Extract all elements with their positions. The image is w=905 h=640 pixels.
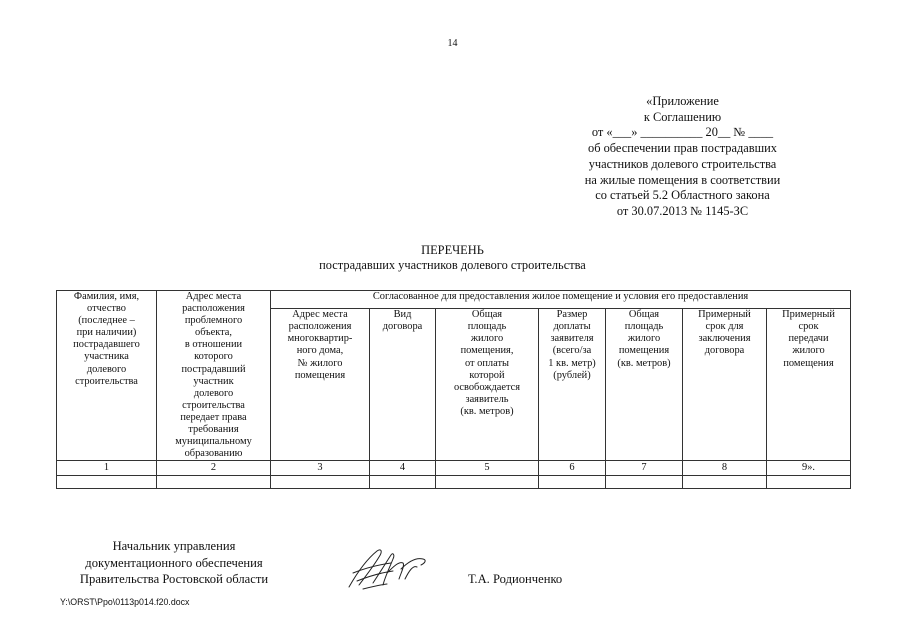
- table-cell: [606, 476, 683, 489]
- column-number: 1: [57, 461, 157, 476]
- appendix-line: «Приложение: [646, 94, 719, 108]
- victims-list-table: [56, 290, 851, 489]
- table-cell: [370, 476, 436, 489]
- column-number: 3: [271, 461, 370, 476]
- appendix-line: со статьей 5.2 Областного закона: [595, 188, 770, 203]
- table-cell: [57, 476, 157, 489]
- handwritten-signature: [343, 543, 433, 595]
- header-total-area: Общая площадь жилого помещения (кв. метров): [606, 309, 683, 461]
- signer-position-line: документационного обеспечения: [85, 555, 263, 570]
- table-cell: [539, 476, 606, 489]
- document-title: [0, 243, 905, 273]
- column-number: 2: [157, 461, 271, 476]
- column-number: 6: [539, 461, 606, 476]
- table-cell: [683, 476, 767, 489]
- appendix-line: участников долевого строительства: [588, 156, 777, 171]
- page-number: 14: [447, 38, 458, 49]
- appendix-line: от «___» __________ 20__ № ____: [591, 125, 774, 140]
- signer-position-line: Правительства Ростовской области: [79, 572, 269, 586]
- table-cell: [767, 476, 851, 489]
- header-surcharge: Размер доплаты заявителя (всего/за 1 кв. метр) (рублей): [539, 309, 606, 461]
- column-number: 4: [370, 461, 436, 476]
- header-exempt-area: Общая площадь жилого помещения, от оплаты которой освобождается заявитель (кв. метров): [436, 309, 539, 461]
- table-header-row: [57, 291, 851, 309]
- column-number: 8: [683, 461, 767, 476]
- header-contract-type: Вид договора: [370, 309, 436, 461]
- header-transfer-term: Примерный срок передачи жилого помещения: [767, 309, 851, 461]
- appendix-line: от 30.07.2013 № 1145-ЗС: [616, 203, 749, 218]
- appendix-line: к Соглашению: [643, 109, 722, 124]
- column-number: 9».: [767, 461, 851, 476]
- header-building-address: Адрес места расположения многоквартир- ного дома, № жилого помещения: [271, 309, 370, 461]
- table-empty-row: [57, 476, 851, 489]
- appendix-reference: [545, 94, 820, 220]
- signer-position: [60, 538, 288, 588]
- column-number: 5: [436, 461, 539, 476]
- column-number: 7: [606, 461, 683, 476]
- appendix-line: на жилые помещения в соответствии: [584, 172, 781, 187]
- header-problem-object-address: Адрес места расположения проблемного объекта, в отношении которого пострадавший участник долевого строительства передает права требования муниципальному образованию: [157, 291, 271, 461]
- signer-position-line: Начальник управления: [112, 539, 236, 553]
- table-cell: [157, 476, 271, 489]
- file-path: Y:\ORST\Ppo\0113p014.f20.docx: [60, 597, 190, 607]
- appendix-line: об обеспечении прав пострадавших: [588, 141, 777, 156]
- table-cell: [271, 476, 370, 489]
- table-cell: [436, 476, 539, 489]
- document-subheading: пострадавших участников долевого строительства: [319, 258, 586, 272]
- document-heading: ПЕРЕЧЕНЬ: [421, 243, 484, 257]
- signer-name: Т.А. Родионченко: [468, 572, 563, 586]
- header-full-name: Фамилия, имя, отчество (последнее – при наличии) пострадавшего участника долевого строительства: [57, 291, 157, 461]
- header-group-agreed-premises: Согласованное для предоставления жилое помещение и условия его предоставления: [271, 291, 851, 309]
- table-number-row: [57, 461, 851, 476]
- header-contract-term: Примерный срок для заключения договора: [683, 309, 767, 461]
